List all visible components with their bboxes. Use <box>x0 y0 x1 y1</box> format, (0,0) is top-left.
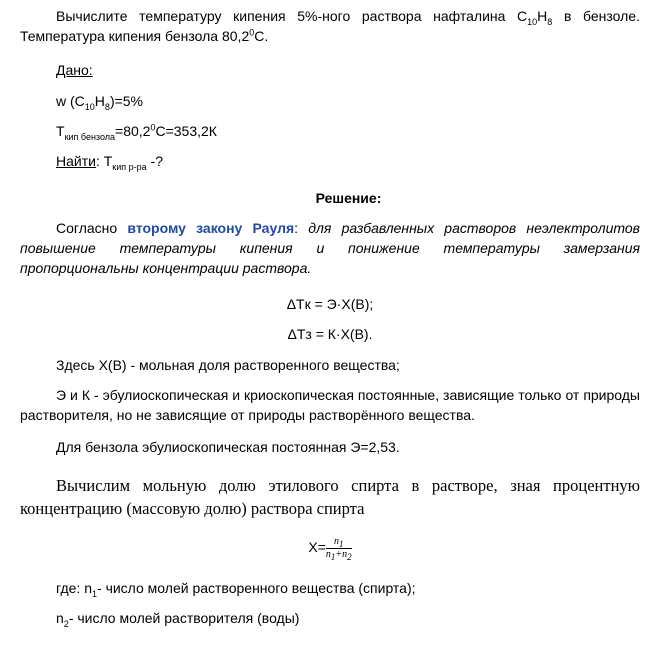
equation-freezing: ΔTз = К·X(B). <box>287 326 373 342</box>
where-solute: где: $n_1-$ число молей растворенного вещества (спирта); <box>56 580 416 599</box>
equation-boiling: ΔTк = Э·X(B); <box>286 296 374 312</box>
constants-note: Э и К - эбулиоскопическая и криоскопическая постоянные, зависящие только от природы растворителя, но не зависящие от природы растворённого вещества. <box>20 387 640 423</box>
fraction: $\frac{n_1}{n_1+n_2}$ <box>325 535 352 562</box>
given-title: Дано: <box>56 62 93 78</box>
solution-title: Решение: <box>315 190 382 206</box>
given-boiling-temp: $T_{кип бензола}=80,2^0С=353,2К$ <box>56 122 217 142</box>
where-solvent: $n_2-$ число молей растворителя (воды) <box>56 610 300 629</box>
mole-fraction-note: Здесь X(B) - мольная доля растворенного вещества; <box>56 357 400 373</box>
given-mass-fraction: w $(C_{10}H_8)=5\%$ <box>56 93 144 112</box>
raoult-law: Согласно второму закону Рауля: для разбавленных растворов неэлектролитов повышение температуры кипения и понижение температуры замерзания пропорциональны концентрации раствора. <box>20 220 640 276</box>
find-line: Найти: $T_{кип р-ра}$ -? <box>56 153 163 172</box>
problem-statement: Вычислите температуру кипения 5%-ного раствора нафталина $C_{10}H_8$ в бензоле. Температура кипения бензола 80,2$^0$С. <box>20 8 640 44</box>
raoult-link[interactable]: второму закону Рауля <box>127 220 295 236</box>
benzene-constant: Для бензола эбулиоскопическая постоянная Э=2,53. <box>56 439 400 455</box>
calc-paragraph: Вычислим мольную долю этилового спирта в растворе, зная процентную концентрацию (массовую долю) раствора спирта <box>20 476 640 518</box>
mole-fraction-formula: X= $\frac{n_1}{n_1+n_2}$ <box>308 535 352 562</box>
